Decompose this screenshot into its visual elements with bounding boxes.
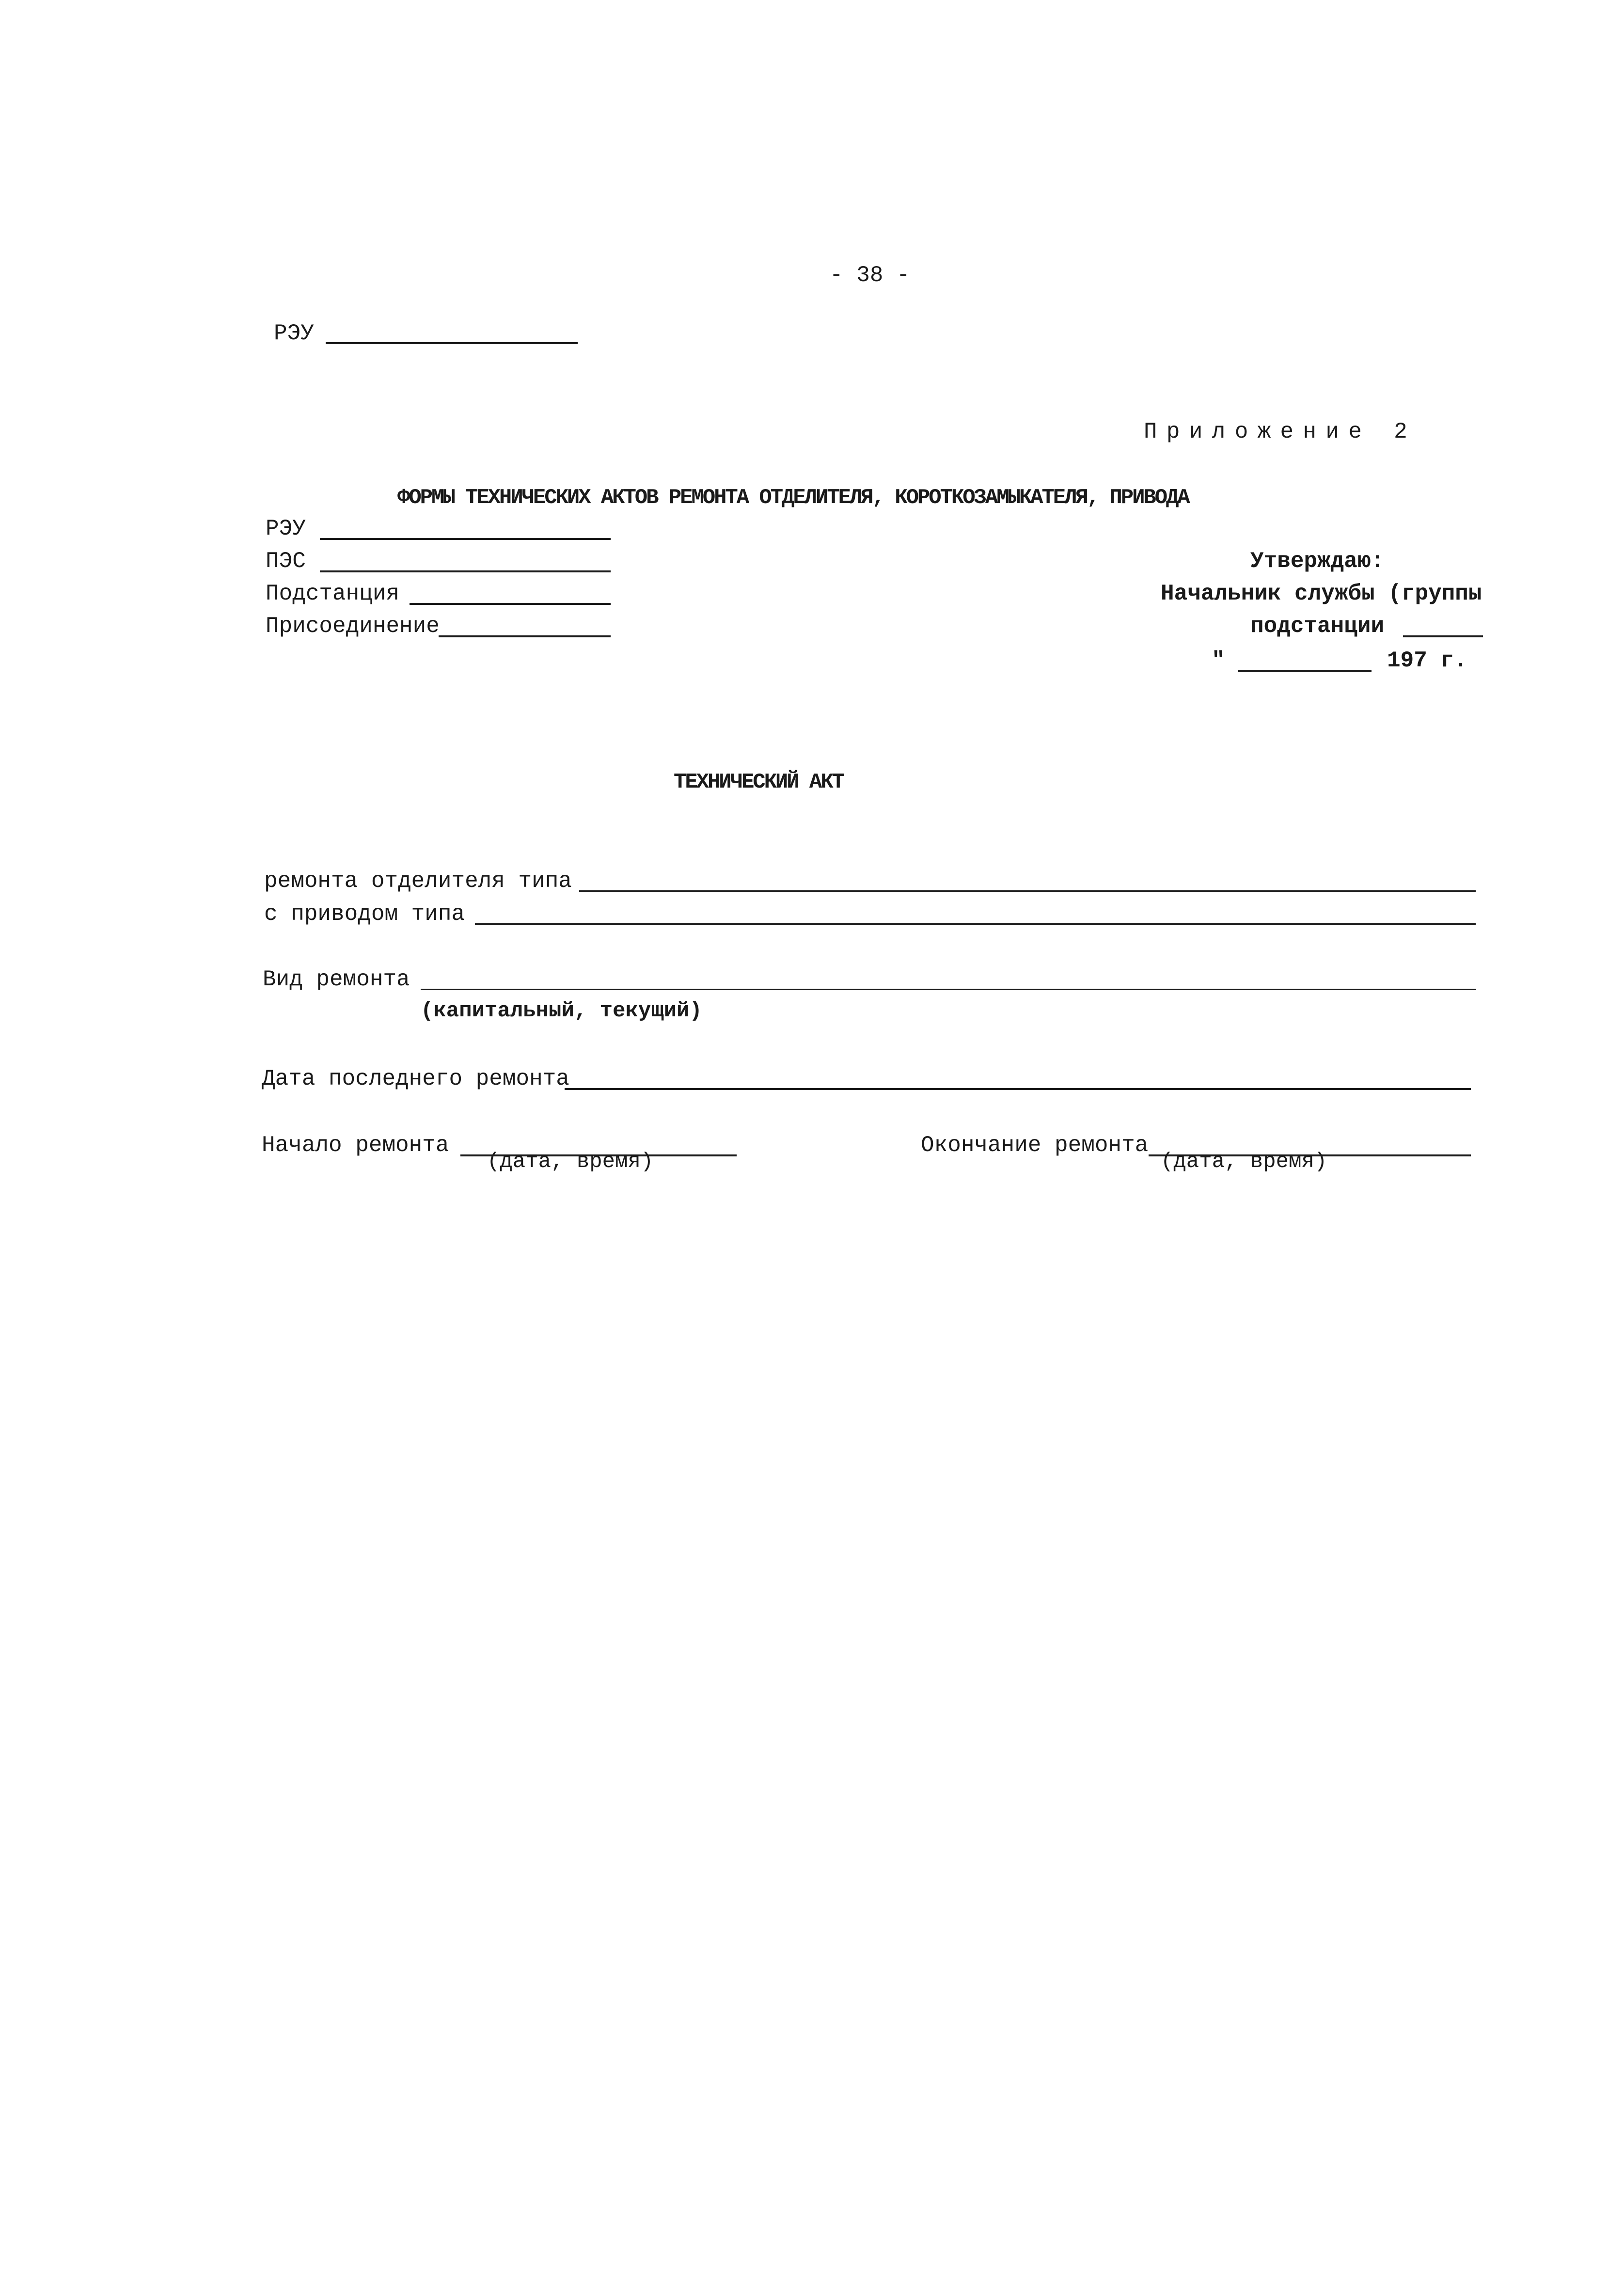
last-repair-date-blank[interactable] — [565, 1088, 1471, 1090]
repair-start-hint: (дата, время) — [487, 1150, 654, 1174]
header-connection-label: Присоединение — [266, 614, 440, 639]
drive-type-label: с приводом типа — [264, 901, 465, 927]
drive-type-blank[interactable] — [475, 923, 1476, 925]
header-connection-blank[interactable] — [439, 635, 611, 637]
approval-head: Начальник службы (группы — [1161, 581, 1482, 606]
repair-start-label: Начало ремонта — [262, 1133, 449, 1158]
separator-type-blank[interactable] — [579, 890, 1476, 892]
approval-substations-blank[interactable] — [1403, 635, 1483, 637]
repair-end-hint: (дата, время) — [1161, 1150, 1327, 1174]
top-reu-label: РЭУ — [274, 321, 314, 346]
page-number: - 38 - — [830, 263, 910, 288]
act-title: ТЕХНИЧЕСКИЙ АКТ — [674, 770, 843, 794]
repair-kind-blank[interactable] — [421, 989, 1476, 990]
repair-kind-hint: (капитальный, текущий) — [421, 999, 702, 1023]
repair-kind-label: Вид ремонта — [263, 967, 410, 992]
separator-type-label: ремонта отделителя типа — [264, 869, 572, 894]
approval-approve: Утверждаю: — [1250, 549, 1385, 574]
header-substation-blank[interactable] — [410, 603, 611, 605]
header-reu-label: РЭУ — [266, 516, 306, 541]
header-pes-label: ПЭС — [266, 549, 306, 574]
repair-end-label: Окончание ремонта — [921, 1133, 1149, 1158]
header-reu-blank[interactable] — [320, 538, 611, 540]
approval-date-blank[interactable] — [1238, 670, 1372, 672]
approval-year: 197 г. — [1387, 648, 1467, 673]
top-reu-blank[interactable] — [326, 342, 578, 344]
header-pes-blank[interactable] — [320, 570, 611, 572]
header-substation-label: Подстанция — [266, 581, 400, 606]
last-repair-date-label: Дата последнего ремонта — [262, 1066, 569, 1091]
forms-title: ФОРМЫ ТЕХНИЧЕСКИХ АКТОВ РЕМОНТА ОТДЕЛИТЕЛЯ, КОРОТКОЗАМЫКАТЕЛЯ, ПРИВОДА — [397, 486, 1189, 510]
approval-quote: " — [1212, 648, 1225, 673]
appendix-label: Приложение 2 — [1144, 419, 1417, 444]
approval-substations: подстанции — [1250, 614, 1385, 639]
